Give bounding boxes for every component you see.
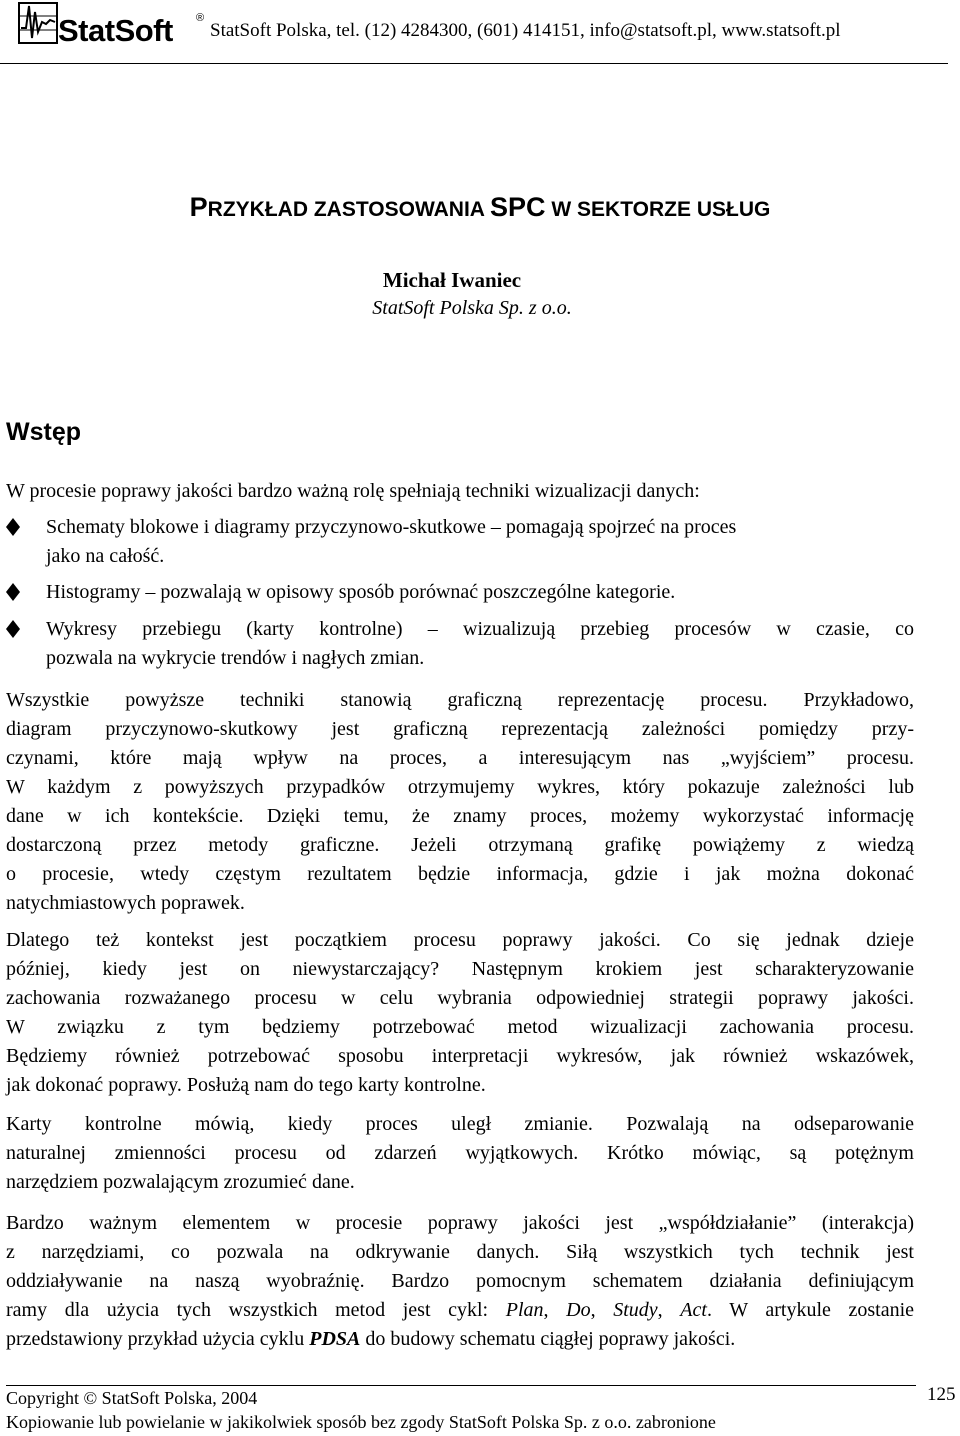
- statsoft-logo: [18, 2, 208, 48]
- text-line: natychmiastowych poprawek.: [6, 892, 245, 914]
- text-run: ,: [543, 1299, 567, 1321]
- text-line: W związku z tym będziemy potrzebować metod wizualizacji zachowania procesu.: [6, 1016, 914, 1038]
- header-divider: [0, 63, 948, 64]
- pdsa-term: PDSA: [309, 1328, 361, 1350]
- text-line: oddziaływanie na naszą wyobraźnię. Bardzo pomocnym schematem działania definiującym: [6, 1270, 914, 1292]
- text-run: przedstawiony przykład użycia cyklu: [6, 1328, 310, 1350]
- title-part: RZYKŁAD ZASTOSOWANIA: [207, 198, 491, 221]
- text-line: [6, 1325, 914, 1354]
- intro-paragraph: [6, 477, 914, 506]
- section-heading: Wstęp: [6, 418, 81, 446]
- title-part: W SEKTORZE USŁUG: [545, 198, 771, 221]
- bullet-text: Wykresy przebiegu (karty kontrolne) – wizualizują przebieg procesów w czasie, co: [46, 618, 914, 640]
- text-line: później, kiedy jest on niewystarczający? Następnym krokiem jest scharakteryzowanie: [6, 958, 914, 980]
- text-line: jak dokonać poprawy. Posłużą nam do tego karty kontrolne.: [6, 1074, 486, 1096]
- footer-notice: Kopiowanie lub powielanie w jakikolwiek sposób bez zgody StatSoft Polska Sp. z o.o. zabronione: [6, 1412, 716, 1432]
- bullet-text: jako na całość.: [46, 545, 165, 567]
- diamond-bullet-icon: [6, 518, 20, 536]
- bullet-item: [6, 578, 914, 607]
- cycle-step-plan: Plan: [505, 1299, 544, 1321]
- text-line: Wszystkie powyższe techniki stanowią graficzną reprezentację procesu. Przykładowo,: [6, 689, 914, 711]
- text-line: Bardzo ważnym elementem w procesie poprawy jakości jest „współdziałanie” (interakcja): [6, 1212, 914, 1234]
- registered-mark: ®: [196, 12, 205, 24]
- page-header: [0, 0, 960, 66]
- footer-copyright: Copyright © StatSoft Polska, 2004: [6, 1388, 258, 1408]
- page-number: 125: [927, 1384, 956, 1405]
- brand-name: StatSoft: [58, 13, 173, 48]
- text-line: W procesie poprawy jakości bardzo ważną rolę spełniają techniki wizualizacji danych:: [6, 480, 700, 502]
- paragraph: [6, 1209, 914, 1354]
- title-part: P: [189, 192, 208, 222]
- text-line: czynami, które mają wpływ na proces, a interesującym nas „wyjściem” procesu.: [6, 747, 914, 769]
- text-line: Dlatego też kontekst jest początkiem procesu poprawy jakości. Co się jednak dzieje: [6, 929, 914, 951]
- paragraph: [6, 686, 914, 918]
- cycle-step-act: Act: [680, 1299, 707, 1321]
- text-run: . W artykule zostanie: [706, 1299, 915, 1321]
- author-name: Michał Iwaniec: [382, 268, 522, 292]
- paragraph: [6, 1110, 914, 1197]
- diamond-bullet-icon: [6, 583, 20, 601]
- text-line: W każdym z powyższych przypadków otrzymujemy wykres, który pokazuje zależności lub: [6, 776, 914, 798]
- cycle-step-study: Study: [613, 1299, 658, 1321]
- bullet-text: Schematy blokowe i diagramy przyczynowo-skutkowe – pomagają spojrzeć na proces: [46, 516, 737, 538]
- bullet-item: [6, 615, 914, 673]
- text-line: Będziemy również potrzebować sposobu interpretacji wykresów, jak również wskazówek,: [6, 1045, 914, 1067]
- document-title: [0, 192, 960, 223]
- text-line: narzędziem pozwalającym zrozumieć dane.: [6, 1171, 355, 1193]
- paragraph: [6, 926, 914, 1100]
- footer-divider: [6, 1385, 916, 1386]
- header-contact: StatSoft Polska, tel. (12) 4284300, (601) 414151, info@statsoft.pl, www.statsoft.pl: [210, 20, 841, 41]
- bullet-text: Histogramy – pozwalają w opisowy sposób porównać poszczególne kategorie.: [46, 581, 676, 603]
- bullet-text: pozwala na wykrycie trendów i nagłych zmian.: [46, 647, 425, 669]
- text-line: z narzędziami, co pozwala na odkrywanie danych. Siłą wszystkich tych technik jest: [6, 1241, 914, 1263]
- text-line: dane w ich kontekście. Dzięki temu, że znamy proces, możemy wykorzystać informację: [6, 805, 914, 827]
- text-run: do budowy schematu ciągłej poprawy jakości.: [360, 1328, 736, 1350]
- text-run: ,: [590, 1299, 614, 1321]
- text-line: zachowania rozważanego procesu w celu wybrania odpowiedniej strategii poprawy jakości.: [6, 987, 914, 1009]
- text-line: Karty kontrolne mówią, kiedy proces uległ zmianie. Pozwalają na odseparowanie: [6, 1113, 914, 1135]
- diamond-bullet-icon: [6, 620, 20, 638]
- text-line: [6, 1296, 914, 1325]
- bullet-item: [6, 513, 914, 571]
- cycle-step-do: Do: [566, 1299, 591, 1321]
- author-affiliation: StatSoft Polska Sp. z o.o.: [372, 297, 572, 319]
- text-line: diagram przyczynowo-skutkowy jest graficzną reprezentacją zależności pomiędzy przy-: [6, 718, 914, 740]
- text-line: dostarczoną przez metody graficzne. Jeżeli otrzymaną grafikę powiążemy z wiedzą: [6, 834, 914, 856]
- text-line: naturalnej zmienności procesu od zdarzeń wyjątkowych. Krótko mówiąc, są potężnym: [6, 1142, 914, 1164]
- text-run: ,: [657, 1299, 681, 1321]
- statsoft-chart-logo-icon: [18, 2, 58, 44]
- title-part: SPC: [490, 192, 546, 222]
- text-line: o procesie, wtedy częstym rezultatem będzie informacja, gdzie i jak można dokonać: [6, 863, 914, 885]
- text-run: ramy dla użycia tych wszystkich metod jest cykl:: [6, 1299, 506, 1321]
